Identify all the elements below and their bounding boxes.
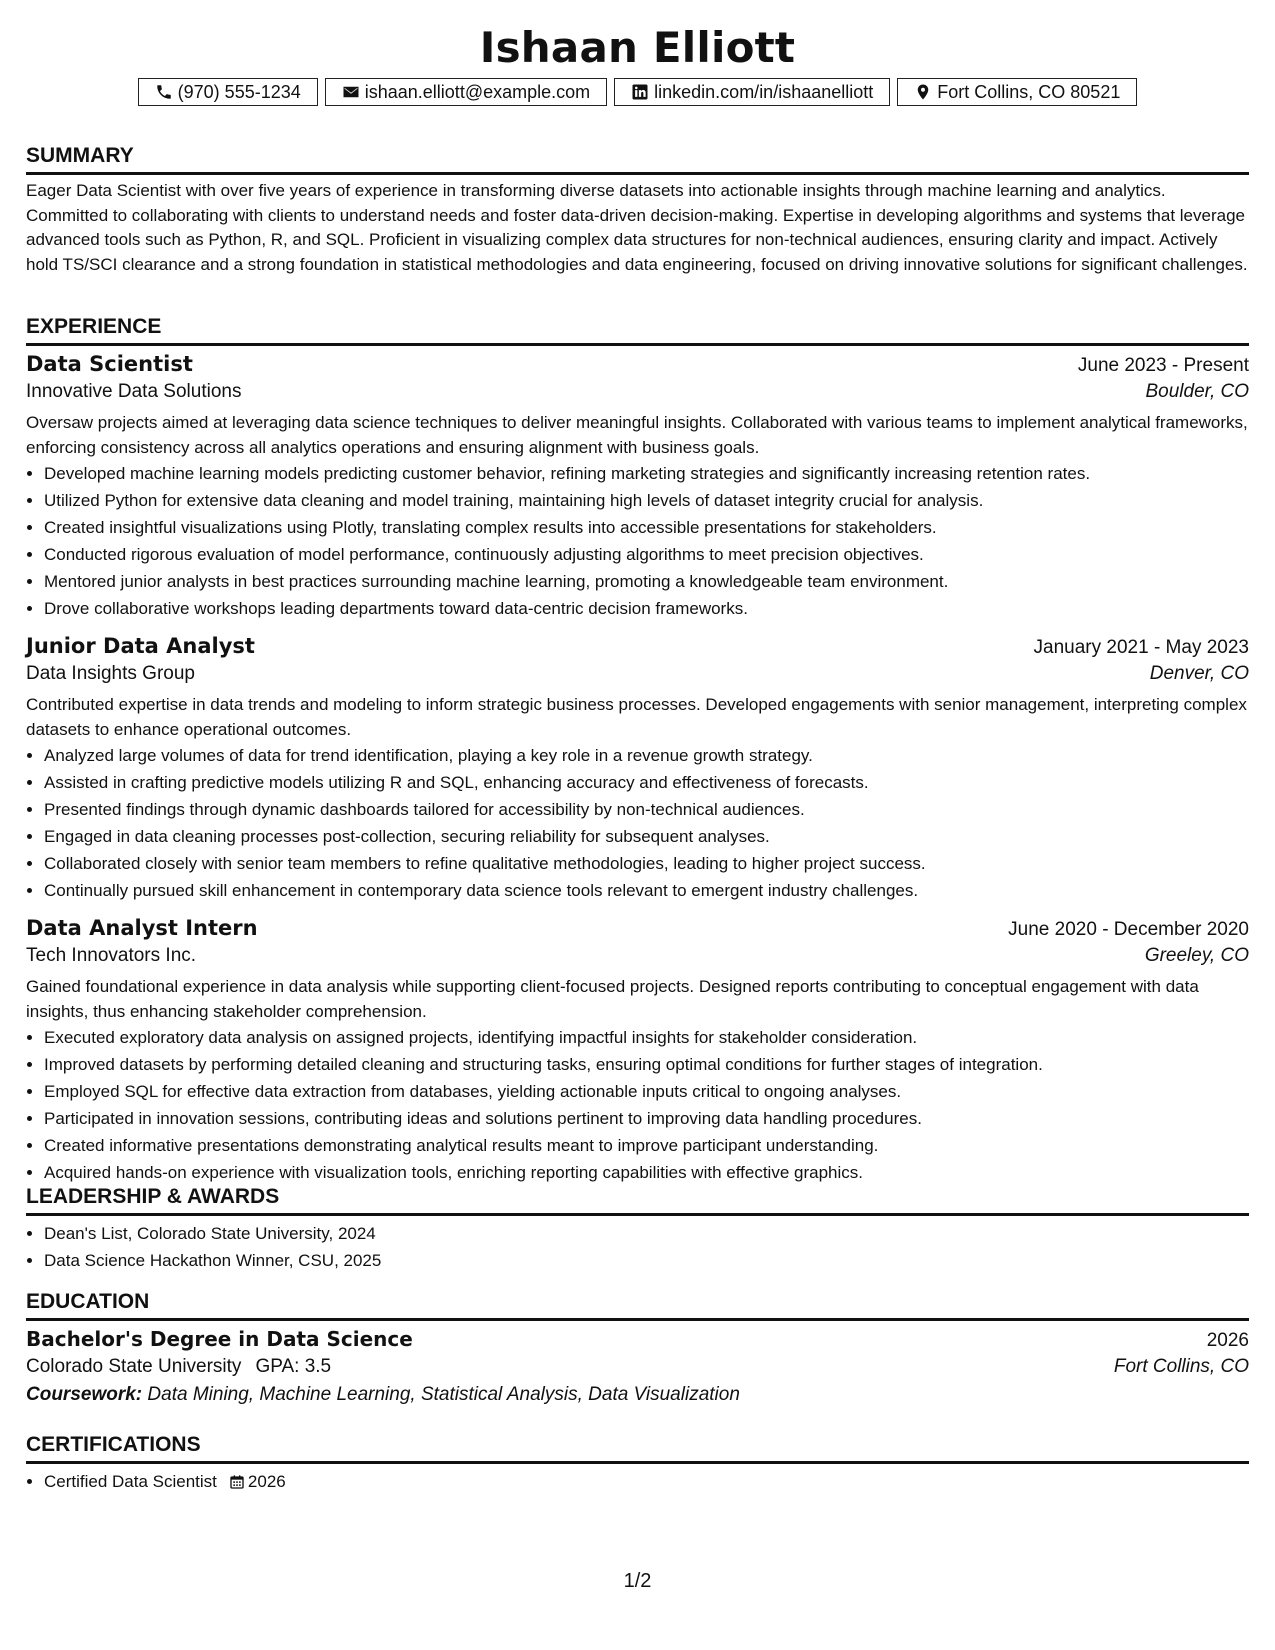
- summary-text: Eager Data Scientist with over five years of experience in transforming diverse datasets into actionable insights through machine learning and analytics. Committed to collaborating with clients to understand needs and foster data-driven decision-making. Expertise in developing algorithms and systems that leverage advanced tools such as Python, R, and SQL. Proficient in visualizing complex data structures for non-technical audiences, ensuring clarity and impact. Actively hold TS/SCI clearance and a strong foundation in statistical methodologies and data engineering, focused on driving innovative solutions for significant challenges.: [26, 181, 1248, 274]
- contact-email[interactable]: [325, 78, 607, 106]
- job-description: Contributed expertise in data trends and modeling to inform strategic business processes. Developed engagements with senior management, interpreting complex datasets to enhance operational outcomes.: [26, 695, 1247, 739]
- calendar-icon: [229, 1474, 245, 1490]
- job-location: Denver, CO: [1149, 663, 1249, 684]
- list-item: • Utilized Python for extensive data cleaning and model training, maintaining high levels of dataset integrity crucial for analysis.: [44, 487, 1249, 514]
- job-bullets: [26, 460, 1249, 622]
- job-company: Innovative Data Solutions: [26, 381, 242, 402]
- awards-list: [26, 1220, 1249, 1274]
- job-location: Greeley, CO: [1144, 945, 1249, 966]
- list-item: • Engaged in data cleaning processes post-collection, securing reliability for subsequent analyses.: [44, 823, 1249, 850]
- contact-phone[interactable]: [138, 78, 318, 106]
- candidate-name: Ishaan Elliott: [479, 23, 796, 72]
- list-item: • Improved datasets by performing detailed cleaning and structuring tasks, ensuring optimal conditions for further stages of integration.: [44, 1051, 1249, 1078]
- experience-section: [26, 313, 1249, 1186]
- location-text: Fort Collins, CO 80521: [937, 81, 1121, 102]
- list-item: • Executed exploratory data analysis on assigned projects, identifying impactful insights for stakeholder consideration.: [44, 1024, 1249, 1051]
- linkedin-text: linkedin.com/in/ishaanelliott: [654, 81, 874, 102]
- section-title: EXPERIENCE: [26, 313, 1249, 346]
- degree-title: Bachelor's Degree in Data Science: [26, 1327, 413, 1351]
- certification-date: [229, 1468, 286, 1495]
- school-name: Colorado State University: [26, 1356, 242, 1377]
- page-number: 1/2: [623, 1570, 652, 1592]
- section-title: LEADERSHIP & AWARDS: [26, 1183, 1249, 1216]
- job-location: Boulder, CO: [1145, 381, 1249, 402]
- contact-bar: [26, 78, 1249, 106]
- job-title: Data Scientist: [26, 352, 193, 376]
- job-company: Tech Innovators Inc.: [26, 945, 197, 966]
- list-item: • Mentored junior analysts in best practices surrounding machine learning, promoting a knowledgeable team environment.: [44, 568, 1249, 595]
- list-item: • Assisted in crafting predictive models utilizing R and SQL, enhancing accuracy and effectiveness of forecasts.: [44, 769, 1249, 796]
- job-dates: June 2023 - Present: [1077, 355, 1249, 376]
- list-item: [44, 1468, 1249, 1495]
- gpa: GPA: 3.5: [255, 1356, 332, 1377]
- job-dates: January 2021 - May 2023: [1033, 637, 1249, 658]
- coursework-list: Data Mining, Machine Learning, Statistical Analysis, Data Visualization: [147, 1384, 740, 1405]
- list-item: • Presented findings through dynamic dashboards tailored for accessibility by non-technical audiences.: [44, 796, 1249, 823]
- list-item: • Acquired hands-on experience with visualization tools, enriching reporting capabilities with effective graphics.: [44, 1159, 1249, 1186]
- envelope-icon: [342, 83, 360, 101]
- job-entry: [26, 634, 1249, 910]
- contact-linkedin[interactable]: [614, 78, 890, 106]
- coursework-label: Coursework:: [26, 1384, 143, 1405]
- job-description: Oversaw projects aimed at leveraging data science techniques to deliver meaningful insights. Collaborated with various teams to implement analytical frameworks, enforcing consistency across all analytics operations and ensuring alignment with business goals.: [26, 413, 1248, 457]
- resume-page: [26, 0, 1249, 1650]
- list-item: • Created informative presentations demonstrating analytical results meant to improve participant understanding.: [44, 1132, 1249, 1159]
- job-entry: [26, 352, 1249, 628]
- graduation-year: 2026: [1206, 1330, 1249, 1351]
- job-company: Data Insights Group: [26, 663, 195, 684]
- list-item: • Created insightful visualizations using Plotly, translating complex results into accessible presentations for stakeholders.: [44, 514, 1249, 541]
- job-description: Gained foundational experience in data analysis while supporting client-focused projects. Designed reports contributing to conceptual engagement with data insights, thus enhancing stakeholder comprehension.: [26, 977, 1199, 1021]
- list-item: • Analyzed large volumes of data for trend identification, playing a key role in a revenue growth strategy.: [44, 742, 1249, 769]
- job-dates: June 2020 - December 2020: [1008, 919, 1249, 940]
- phone-text: (970) 555-1234: [177, 81, 301, 102]
- education-section: [26, 1288, 1249, 1406]
- list-item: • Participated in innovation sessions, contributing ideas and solutions pertinent to improving data handling procedures.: [44, 1105, 1249, 1132]
- list-item: • Collaborated closely with senior team members to refine qualitative methodologies, leading to higher project success.: [44, 850, 1249, 877]
- school-line: [26, 1356, 331, 1378]
- coursework: [26, 1384, 1249, 1406]
- list-item: • Dean's List, Colorado State University, 2024: [44, 1220, 1249, 1247]
- list-item: • Continually pursued skill enhancement in contemporary data science tools relevant to emergent industry challenges.: [44, 877, 1249, 904]
- list-item: • Conducted rigorous evaluation of model performance, continuously adjusting algorithms to meet precision objectives.: [44, 541, 1249, 568]
- section-title: EDUCATION: [26, 1288, 1249, 1321]
- section-title: CERTIFICATIONS: [26, 1431, 1249, 1464]
- job-title: Junior Data Analyst: [26, 634, 255, 658]
- summary-section: [26, 142, 1249, 277]
- certifications-section: [26, 1431, 1249, 1495]
- list-item: • Employed SQL for effective data extraction from databases, yielding actionable inputs critical to ongoing analyses.: [44, 1078, 1249, 1105]
- certification-name: • Certified Data Scientist: [44, 1472, 217, 1491]
- leadership-section: [26, 1183, 1249, 1274]
- section-title: SUMMARY: [26, 142, 1249, 175]
- certifications-list: [26, 1468, 1249, 1495]
- email-text: ishaan.elliott@example.com: [364, 81, 591, 102]
- job-bullets: [26, 1024, 1249, 1186]
- phone-icon: [155, 83, 173, 101]
- list-item: • Developed machine learning models predicting customer behavior, refining marketing strategies and significantly increasing retention rates.: [44, 460, 1249, 487]
- list-item: • Data Science Hackathon Winner, CSU, 2025: [44, 1247, 1249, 1274]
- school-location: Fort Collins, CO: [1113, 1356, 1249, 1377]
- linkedin-icon: [631, 83, 649, 101]
- map-pin-icon: [914, 83, 932, 101]
- job-bullets: [26, 742, 1249, 904]
- contact-location[interactable]: [897, 78, 1137, 106]
- job-entry: [26, 916, 1249, 1186]
- job-title: Data Analyst Intern: [26, 916, 258, 940]
- certification-year: 2026: [247, 1472, 286, 1491]
- list-item: • Drove collaborative workshops leading departments toward data-centric decision frameworks.: [44, 595, 1249, 622]
